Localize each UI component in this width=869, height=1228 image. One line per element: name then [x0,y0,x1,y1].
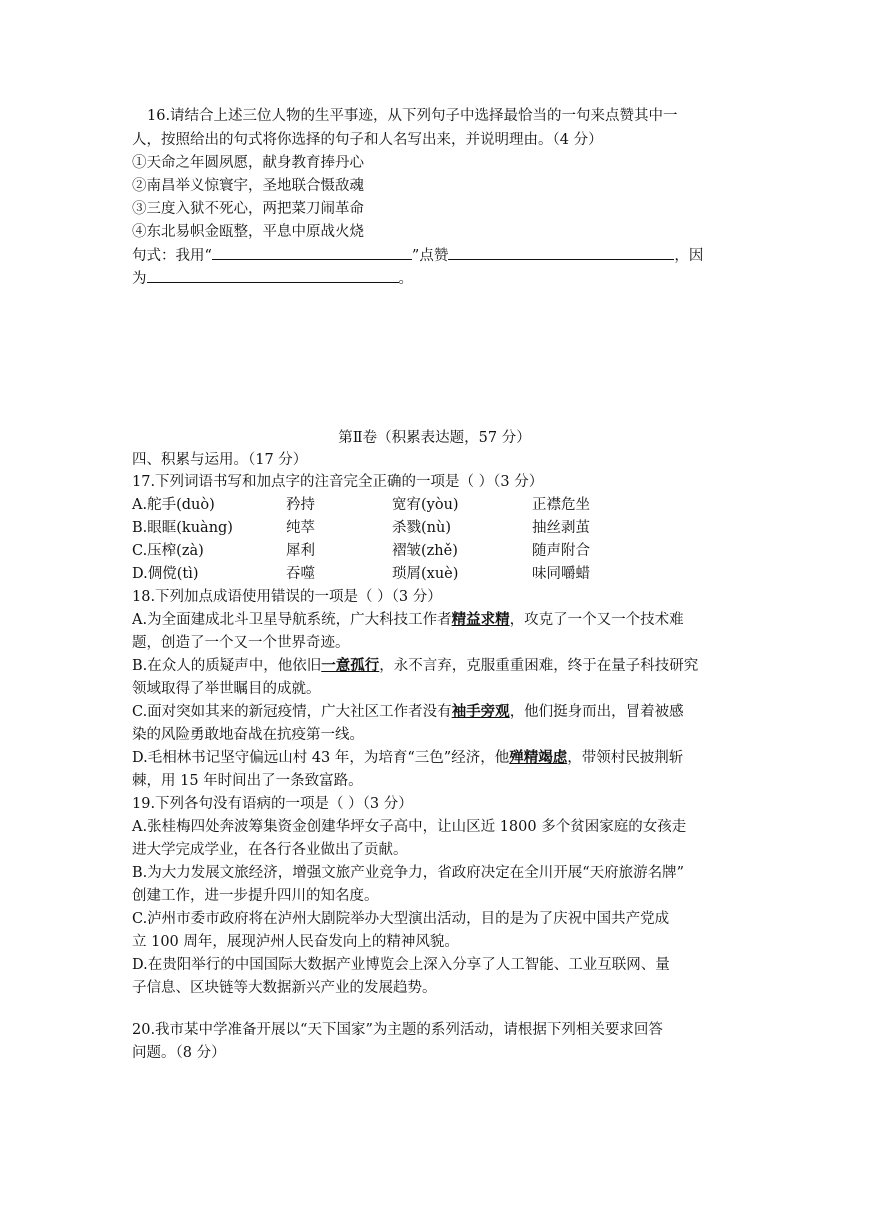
pattern-text-e: 。 [398,271,413,287]
q16-answer-pattern-line2 [132,268,413,288]
q17-cell: A.舵手(duò) [132,497,215,513]
q17-cell: 矜持 [286,497,315,513]
pattern-text-a: 句式：我用“ [132,248,212,264]
q18-option-d-line2: 棘，用 15 年时间出了一条致富路。 [132,773,363,789]
q18-option-a-line2: 题，创造了一个又一个世界奇迹。 [132,635,350,651]
part-heading: 四、积累与运用。（17 分） [132,452,308,468]
q18-option-b-line1 [132,656,698,676]
q18-a-idiom: 精益求精 [451,611,510,628]
q17-cell: 味同嚼蜡 [532,566,590,582]
q18-c-text: C.面对突如其来的新冠疫情，广大社区工作者没有 [132,704,452,720]
q18-d-text: D.毛相林书记坚守偏远山村 43 年，为培育“三色”经济，他 [132,750,510,766]
q17-cell: 吞噬 [286,566,315,582]
q17-cell: 正襟危坐 [532,497,590,513]
q20-stem-line2: 问题。（8 分） [132,1045,226,1061]
q18-option-b-line2: 领域取得了举世瞩目的成就。 [132,681,321,697]
pattern-text-d: 为 [132,271,147,287]
q18-option-d-line1 [132,748,683,768]
q17-cell: 纯萃 [286,520,315,536]
q16-stem-line1: 16.请结合上述三位人物的生平事迹，从下列句子中选择最恰当的一句来点赞其中一 [147,108,678,124]
pattern-text-c: ，因 [674,248,704,264]
q19-option-a-line1: A.张桂梅四处奔波筹集资金创建华坪女子高中，让山区近 1800 多个贫困家庭的女孩走 [132,819,687,835]
q19-option-d-line1: D.在贵阳举行的中国国际大数据产业博览会上深入分享了人工智能、工业互联网、量 [132,957,670,973]
q19-option-a-line2: 进大学完成学业，在各行各业做出了贡献。 [132,842,408,858]
q19-option-b-line1: B.为大力发展文旅经济，增强文旅产业竞争力，省政府决定在全川开展“天府旅游名牌” [132,865,685,881]
answer-blank-person[interactable] [448,245,674,260]
q18-d-idiom: 殚精竭虑 [509,749,568,766]
q19-stem: 19.下列各句没有语病的一项是（ ）（3 分） [132,796,413,812]
q17-cell: 琐屑(xuè) [392,566,459,582]
q18-a-text-end: ，攻克了一个又一个技术难 [509,612,684,628]
answer-blank-reason[interactable] [147,268,399,283]
q16-stem-line2: 人，按照给出的句式将你选择的句子和人名写出来，并说明理由。（4 分） [132,132,603,148]
q18-c-text-end: ，他们挺身而出，冒着被感 [509,704,684,720]
q16-answer-pattern-line1 [132,245,703,265]
q18-b-text: B.在众人的质疑声中，他依旧 [132,658,322,674]
q19-option-d-line2: 子信息、区块链等大数据新兴产业的发展趋势。 [132,980,437,996]
pattern-text-b: ”点赞 [411,248,449,264]
q17-cell: 宽宥(yòu) [392,497,459,513]
q17-cell: B.眼眶(kuàng) [132,520,233,536]
q19-option-c-line2: 立 100 周年，展现泸州人民奋发向上的精神风貌。 [132,934,459,950]
q18-a-text: A.为全面建成北斗卫星导航系统，广大科技工作者 [132,612,452,628]
q17-cell: 抽丝剥茧 [532,520,590,536]
q17-cell: 随声附合 [532,543,590,559]
q17-cell: 褶皱(zhě) [392,543,458,559]
q18-option-a-line1 [132,610,684,630]
q17-cell: 杀戮(nù) [392,520,451,536]
q17-cell: 犀利 [286,543,315,559]
q16-option-4: ④东北易帜金瓯整，平息中原战火烧 [132,224,364,240]
answer-blank-sentence[interactable] [212,245,412,260]
q16-option-2: ②南昌举义惊寰宇，圣地联合慑敌魂 [132,178,364,194]
q16-option-3: ③三度入狱不死心，两把菜刀闹革命 [132,201,364,217]
q18-option-c-line2: 染的风险勇敢地奋战在抗疫第一线。 [132,727,364,743]
q16-option-1: ①天命之年圆夙愿，献身教育捧丹心 [132,155,364,171]
q17-stem: 17.下列词语书写和加点字的注音完全正确的一项是（ ）（3 分） [132,474,544,490]
q20-stem-line1: 20.我市某中学准备开展以“天下国家”为主题的系列活动，请根据下列相关要求回答 [132,1022,663,1038]
q18-option-c-line1 [132,702,684,722]
q19-option-c-line1: C.泸州市委市政府将在泸州大剧院举办大型演出活动，目的是为了庆祝中国共产党成 [132,911,670,927]
q18-c-idiom: 袖手旁观 [451,703,510,720]
q18-d-text-end: ，带领村民披荆斩 [567,750,684,766]
q18-stem: 18.下列加点成语使用错误的一项是（ ）（3 分） [132,589,442,605]
q17-cell: D.倜傥(tì) [132,566,199,582]
q18-b-idiom: 一意孤行 [321,657,380,674]
q17-cell: C.压榨(zà) [132,543,204,559]
q19-option-b-line2: 创建工作，进一步提升四川的知名度。 [132,888,379,904]
section-title: 第Ⅱ卷（积累表达题，57 分） [338,430,531,446]
q18-b-text-end: ，永不言弃，克服重重困难，终于在量子科技研究 [379,658,699,674]
